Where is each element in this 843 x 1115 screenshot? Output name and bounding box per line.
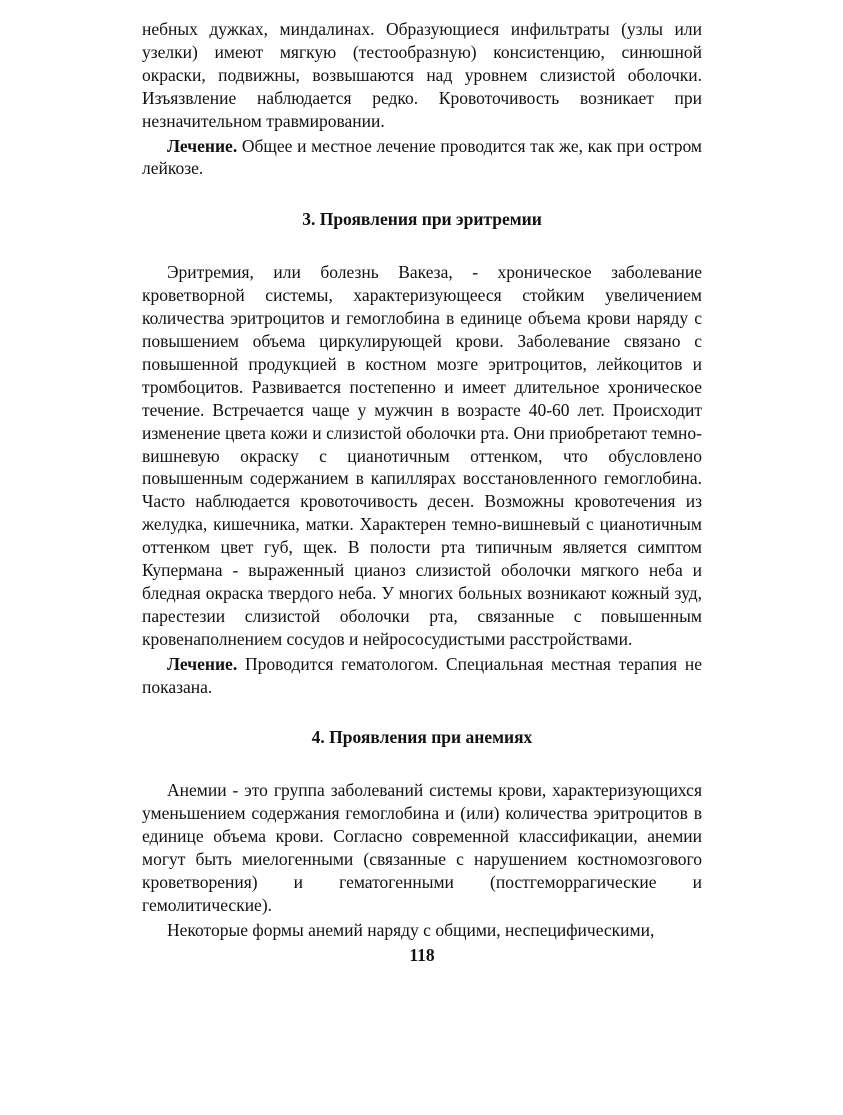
section-heading-erythremia: 3. Проявления при эритремии	[302, 209, 542, 230]
anemia-paragraph: Анемии - это группа заболеваний системы крови, характеризующихся уменьшением содержания гемоглобина и (или) количества эритроцитов в единице объема крови. Согласно современной классификации, анемии могут быть миелогенными (связанные с нарушением костномозгового кроветворения) и гематогенными (постгеморрагические и гемолитические).	[142, 780, 702, 915]
treatment-label: Лечение.	[167, 653, 238, 674]
page-number: 118	[409, 944, 435, 965]
treatment-text: Проводится гематологом. Специальная местная терапия не показана.	[142, 653, 702, 697]
treatment-paragraph-erythremia	[142, 653, 702, 699]
document-page	[142, 18, 702, 967]
intro-paragraph: небных дужках, миндалинах. Образующиеся инфильтраты (узлы или узелки) имеют мягкую (тестообразную) консистенцию, синюшной окраски, подвижны, возвышаются над уровнем слизистой оболочки. Изъязвление наблюдается редко. Кровоточивость возникает при незначительном травмировании.	[142, 19, 702, 131]
treatment-label: Лечение.	[167, 135, 238, 156]
erythremia-paragraph: Эритремия, или болезнь Вакеза, - хроническое заболевание кроветворной системы, характеризующееся стойким увеличением количества эритроцитов и гемоглобина в единице объема крови наряду с повышением объема циркулирующей крови. Заболевание связано с повышенной продукцией в костном мозге эритроцитов, лейкоцитов и тромбоцитов. Развивается постепенно и имеет длительное хроническое течение. Встречается чаще у мужчин в возрасте 40-60 лет. Происходит изменение цвета кожи и слизистой оболочки рта. Они приобретают темно-вишневую окраску с цианотичным оттенком, что обусловлено повышенным содержанием в капиллярах восстановленного гемоглобина. Часто наблюдается кровоточивость десен. Возможны кровотечения из желудка, кишечника, матки. Характерен темно-вишневый с цианотичным оттенком цвет губ, щек. В полости рта типичным является симптом Купермана - выраженный цианоз слизистой оболочки мягкого неба и бледная окраска твердого неба. У многих больных возникают кожный зуд, парестезии слизистой оболочки рта, связанные с повышенным кровенаполнением сосудов и нейрососудистыми расстройствами.	[142, 262, 702, 649]
treatment-text: Общее и местное лечение проводится так же, как при остром лейкозе.	[142, 135, 702, 179]
treatment-paragraph-leukosis	[142, 135, 702, 181]
section-heading-anemia: 4. Проявления при анемиях	[311, 727, 533, 748]
anemia-continuation-paragraph: Некоторые формы анемий наряду с общими, неспецифическими,	[167, 919, 655, 940]
